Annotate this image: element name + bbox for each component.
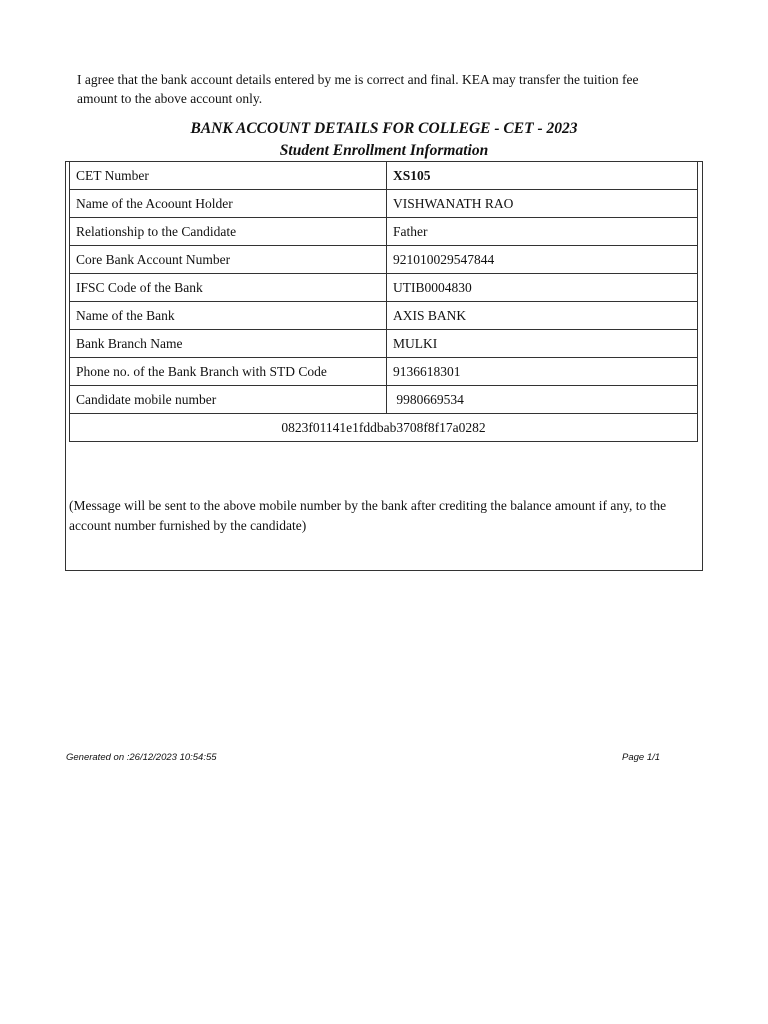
table-row <box>70 302 698 330</box>
generated-timestamp: Generated on :26/12/2023 10:54:55 <box>66 752 217 763</box>
table-row <box>70 190 698 218</box>
verification-hash: 0823f01141e1fddbab3708f8f17a0282 <box>70 414 698 442</box>
row-value: UTIB0004830 <box>387 274 698 302</box>
row-label: Name of the Bank <box>70 302 387 330</box>
agreement-line-2: amount to the above account only. <box>77 91 263 106</box>
page-number: Page 1/1 <box>622 752 661 763</box>
table-row <box>70 162 698 190</box>
row-label: Phone no. of the Bank Branch with STD Code <box>70 358 387 386</box>
row-label: Bank Branch Name <box>70 330 387 358</box>
bank-details-table <box>69 161 698 442</box>
table-row <box>70 246 698 274</box>
table-row <box>70 218 698 246</box>
table-row <box>70 274 698 302</box>
row-value: 9980669534 <box>387 386 698 414</box>
row-value: AXIS BANK <box>387 302 698 330</box>
table-row <box>70 330 698 358</box>
row-label: Core Bank Account Number <box>70 246 387 274</box>
row-value: Father <box>387 218 698 246</box>
row-value: 9136618301 <box>387 358 698 386</box>
row-label: Relationship to the Candidate <box>70 218 387 246</box>
row-value: XS105 <box>387 162 698 190</box>
row-label: Name of the Acoount Holder <box>70 190 387 218</box>
sms-notice: (Message will be sent to the above mobile number by the bank after crediting the balance amount if any, to the account number furnished by the candidate) <box>69 498 667 533</box>
row-label: Candidate mobile number <box>70 386 387 414</box>
document-subtitle: Student Enrollment Information <box>279 142 489 159</box>
agreement-line-1: I agree that the bank account details entered by me is correct and final. KEA may transfer the tuition fee <box>77 72 639 87</box>
agreement-text <box>77 70 697 108</box>
table-row <box>70 386 698 414</box>
row-value: VISHWANATH RAO <box>387 190 698 218</box>
row-label: CET Number <box>70 162 387 190</box>
row-value: MULKI <box>387 330 698 358</box>
row-value: 921010029547844 <box>387 246 698 274</box>
document-title: BANK ACCOUNT DETAILS FOR COLLEGE - CET - 2023 <box>190 120 578 137</box>
hash-row <box>70 414 698 442</box>
table-row <box>70 358 698 386</box>
row-label: IFSC Code of the Bank <box>70 274 387 302</box>
